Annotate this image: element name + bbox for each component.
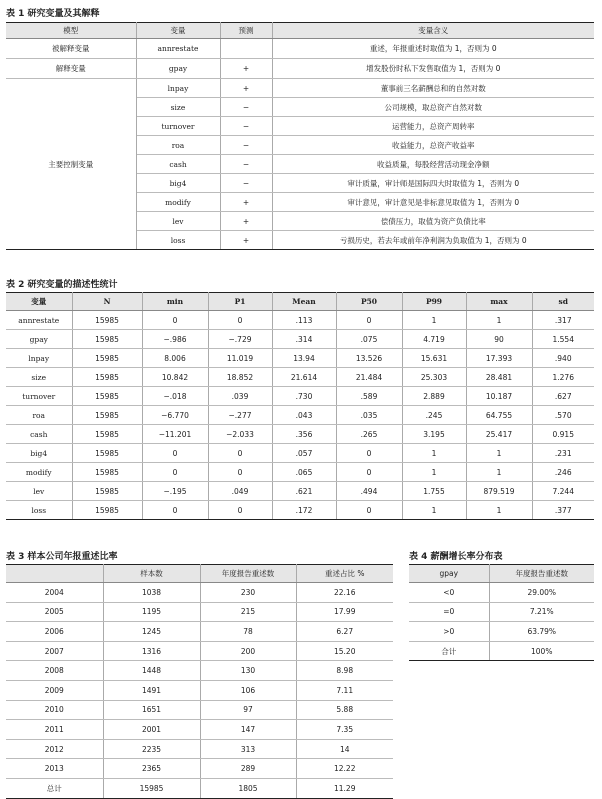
variable-meaning: 重述，年报重述时取值为 1，否则为 0 — [272, 39, 594, 59]
table2-cell: 4.719 — [402, 330, 466, 349]
table-row — [6, 425, 594, 444]
table3-cell: 147 — [200, 720, 296, 740]
table2-cell: 1.276 — [532, 368, 594, 387]
table2-cell: .075 — [336, 330, 402, 349]
variable-meaning: 运营能力，总资产周转率 — [272, 117, 594, 136]
table2-cell: 1.755 — [402, 482, 466, 501]
prediction-sign: − — [220, 98, 272, 117]
table-row — [6, 720, 393, 740]
table3-header: 年度报告重述数 — [200, 565, 296, 583]
table2-cell: 64.755 — [466, 406, 532, 425]
table3-caption: 表 3 样本公司年报重述比率 — [6, 552, 118, 562]
table3-cell: 2235 — [103, 739, 200, 759]
table2-cell: 3.195 — [402, 425, 466, 444]
table2-cell: lnpay — [6, 349, 72, 368]
table3-cell: 130 — [200, 661, 296, 681]
table3-cell: 1038 — [103, 583, 200, 603]
table3-cell: 230 — [200, 583, 296, 603]
table-row — [6, 583, 393, 603]
table2-cell: .627 — [532, 387, 594, 406]
table2-cell: 15985 — [72, 482, 142, 501]
table3-cell: 313 — [200, 739, 296, 759]
table2-cell: −2.033 — [208, 425, 272, 444]
table-row — [6, 680, 393, 700]
table-row — [6, 501, 594, 520]
table1-header-meaning: 变量含义 — [272, 23, 594, 39]
table3-cell: 1245 — [103, 622, 200, 642]
table2-cell: 0 — [336, 444, 402, 463]
table2-cell: −11.201 — [142, 425, 208, 444]
table-row — [6, 661, 393, 681]
table3-cell: 289 — [200, 759, 296, 779]
table3-cell: 2010 — [6, 700, 103, 720]
table2-cell: 0 — [336, 501, 402, 520]
table2-cell: modify — [6, 463, 72, 482]
table2-cell: 15985 — [72, 444, 142, 463]
table2-cell: 1 — [402, 463, 466, 482]
table2-cell: 10.842 — [142, 368, 208, 387]
table2-cell: 7.244 — [532, 482, 594, 501]
table2-cell: −.729 — [208, 330, 272, 349]
table4-cell: =0 — [409, 602, 489, 622]
table2-cell: 8.006 — [142, 349, 208, 368]
table-row — [6, 387, 594, 406]
table2-header: max — [466, 293, 532, 311]
table3-cell: 2365 — [103, 759, 200, 779]
table2-cell: 0 — [336, 311, 402, 330]
table2-cell: 90 — [466, 330, 532, 349]
table2-cell: .730 — [272, 387, 336, 406]
table4-header: gpay — [409, 565, 489, 583]
table3-cell: 1316 — [103, 641, 200, 661]
table2-cell: 10.187 — [466, 387, 532, 406]
table3-cell: 11.29 — [296, 778, 393, 798]
table2-cell: .245 — [402, 406, 466, 425]
table-row — [6, 759, 393, 779]
table2-cell: size — [6, 368, 72, 387]
descriptive-stats-table — [6, 292, 594, 520]
table2-cell: 15985 — [72, 501, 142, 520]
table2-cell: 15985 — [72, 463, 142, 482]
table1-header-variable: 变量 — [136, 23, 220, 39]
table2-cell: 0 — [208, 463, 272, 482]
table2-cell: .940 — [532, 349, 594, 368]
restatement-ratio-table — [6, 564, 393, 799]
variable-meaning: 董事前三名薪酬总和的自然对数 — [272, 79, 594, 98]
table4-caption: 表 4 薪酬增长率分布表 — [409, 552, 503, 562]
table2-cell: 879.519 — [466, 482, 532, 501]
table3-cell: 78 — [200, 622, 296, 642]
table2-cell: 15985 — [72, 368, 142, 387]
table2-cell: roa — [6, 406, 72, 425]
table2-cell: .377 — [532, 501, 594, 520]
table3-cell: 106 — [200, 680, 296, 700]
table2-cell: gpay — [6, 330, 72, 349]
table-row — [6, 700, 393, 720]
table4-cell: 7.21% — [489, 602, 594, 622]
pay-growth-distribution-table — [409, 564, 594, 661]
prediction-sign: + — [220, 231, 272, 250]
table2-cell: turnover — [6, 387, 72, 406]
table3-cell: 7.35 — [296, 720, 393, 740]
table2-cell: 1 — [402, 311, 466, 330]
table2-cell: 25.303 — [402, 368, 466, 387]
table3-cell: 总计 — [6, 778, 103, 798]
table2-cell: .043 — [272, 406, 336, 425]
table2-cell: 1 — [466, 463, 532, 482]
table2-cell: 0 — [208, 444, 272, 463]
group-label-explanatory: 解释变量 — [6, 59, 136, 79]
table2-cell: .356 — [272, 425, 336, 444]
table-row — [409, 602, 594, 622]
prediction-sign — [220, 39, 272, 59]
variable-meaning: 偿债压力，取值为资产负债比率 — [272, 212, 594, 231]
table2-header: P99 — [402, 293, 466, 311]
table3-cell: 8.98 — [296, 661, 393, 681]
variable-name: cash — [136, 155, 220, 174]
table1-caption: 表 1 研究变量及其解释 — [6, 9, 100, 19]
table2-cell: 13.526 — [336, 349, 402, 368]
table4-cell: >0 — [409, 622, 489, 642]
table2-cell: 11.019 — [208, 349, 272, 368]
table3-cell: 2004 — [6, 583, 103, 603]
table2-cell: 0.915 — [532, 425, 594, 444]
variable-name: gpay — [136, 59, 220, 79]
table4-cell: <0 — [409, 583, 489, 603]
table-row — [6, 622, 393, 642]
prediction-sign: − — [220, 117, 272, 136]
variable-meaning: 审计意见，审计意见是非标意见取值为 1，否则为 0 — [272, 193, 594, 212]
table2-cell: −.195 — [142, 482, 208, 501]
table3-cell: 15985 — [103, 778, 200, 798]
table2-header: P1 — [208, 293, 272, 311]
variables-table — [6, 22, 594, 250]
group-label-dependent: 被解释变量 — [6, 39, 136, 59]
variable-meaning: 亏损历史，若去年或前年净利润为负取值为 1，否则为 0 — [272, 231, 594, 250]
table3-cell: 215 — [200, 602, 296, 622]
table3-cell: 2006 — [6, 622, 103, 642]
table2-cell: .049 — [208, 482, 272, 501]
table2-cell: 1 — [466, 444, 532, 463]
table-row — [6, 778, 393, 798]
table2-cell: 0 — [336, 463, 402, 482]
table2-cell: −.018 — [142, 387, 208, 406]
table2-cell: .035 — [336, 406, 402, 425]
table-row — [6, 59, 594, 79]
table2-cell: −.277 — [208, 406, 272, 425]
table2-cell: .494 — [336, 482, 402, 501]
table2-cell: .246 — [532, 463, 594, 482]
table2-cell: big4 — [6, 444, 72, 463]
table3-cell: 2001 — [103, 720, 200, 740]
table-row — [6, 406, 594, 425]
table2-header: sd — [532, 293, 594, 311]
table2-cell: 0 — [142, 463, 208, 482]
table3-cell: 6.27 — [296, 622, 393, 642]
table3-cell: 14 — [296, 739, 393, 759]
table2-cell: 0 — [208, 501, 272, 520]
table-row — [6, 311, 594, 330]
prediction-sign: + — [220, 79, 272, 98]
table2-cell: 15.631 — [402, 349, 466, 368]
table2-cell: .039 — [208, 387, 272, 406]
table2-caption: 表 2 研究变量的描述性统计 — [6, 280, 118, 290]
table-row — [409, 641, 594, 661]
variable-name: lnpay — [136, 79, 220, 98]
table2-cell: .621 — [272, 482, 336, 501]
prediction-sign: − — [220, 174, 272, 193]
variable-meaning: 收益能力，总资产收益率 — [272, 136, 594, 155]
variable-meaning: 审计质量，审计师是国际四大时取值为 1，否则为 0 — [272, 174, 594, 193]
table2-cell: lev — [6, 482, 72, 501]
table4-cell: 29.00% — [489, 583, 594, 603]
table3-cell: 22.16 — [296, 583, 393, 603]
variable-meaning: 增发股份时私下发售取值为 1，否则为 0 — [272, 59, 594, 79]
table3-cell: 2007 — [6, 641, 103, 661]
table3-header: 重述占比 % — [296, 565, 393, 583]
table2-cell: 15985 — [72, 387, 142, 406]
table2-cell: 21.484 — [336, 368, 402, 387]
table2-cell: .065 — [272, 463, 336, 482]
variable-name: modify — [136, 193, 220, 212]
table2-cell: 17.393 — [466, 349, 532, 368]
table2-cell: 0 — [142, 501, 208, 520]
table2-cell: 15985 — [72, 425, 142, 444]
table4-header: 年度报告重述数 — [489, 565, 594, 583]
table-row — [6, 739, 393, 759]
table2-header: N — [72, 293, 142, 311]
table3-cell: 1195 — [103, 602, 200, 622]
table-row — [6, 79, 594, 98]
table2-cell: 21.614 — [272, 368, 336, 387]
table2-cell: loss — [6, 501, 72, 520]
variable-meaning: 公司规模，取总资产自然对数 — [272, 98, 594, 117]
table2-header: P50 — [336, 293, 402, 311]
table-row — [6, 444, 594, 463]
table3-cell: 5.88 — [296, 700, 393, 720]
table2-cell: 13.94 — [272, 349, 336, 368]
table2-cell: annrestate — [6, 311, 72, 330]
table-row — [6, 482, 594, 501]
table4-cell: 63.79% — [489, 622, 594, 642]
table3-cell: 1448 — [103, 661, 200, 681]
table3-cell: 200 — [200, 641, 296, 661]
variable-name: big4 — [136, 174, 220, 193]
table3-cell: 97 — [200, 700, 296, 720]
table4-cell: 合计 — [409, 641, 489, 661]
table2-cell: 1 — [402, 501, 466, 520]
table3-cell: 1491 — [103, 680, 200, 700]
table-row — [6, 330, 594, 349]
table2-cell: .265 — [336, 425, 402, 444]
table3-cell: 15.20 — [296, 641, 393, 661]
prediction-sign: − — [220, 136, 272, 155]
table2-cell: 2.889 — [402, 387, 466, 406]
table-row — [409, 583, 594, 603]
table-row — [6, 349, 594, 368]
table2-cell: 0 — [208, 311, 272, 330]
table-row — [6, 463, 594, 482]
table2-cell: .589 — [336, 387, 402, 406]
table3-cell: 2005 — [6, 602, 103, 622]
table2-header: 变量 — [6, 293, 72, 311]
table3-cell: 2009 — [6, 680, 103, 700]
table3-header — [6, 565, 103, 583]
table2-cell: .057 — [272, 444, 336, 463]
table2-cell: .570 — [532, 406, 594, 425]
table-row — [409, 622, 594, 642]
table3-cell: 2013 — [6, 759, 103, 779]
group-label-controls: 主要控制变量 — [6, 79, 136, 250]
table3-cell: 7.11 — [296, 680, 393, 700]
table3-cell: 2008 — [6, 661, 103, 681]
table2-cell: 18.852 — [208, 368, 272, 387]
table2-cell: .172 — [272, 501, 336, 520]
prediction-sign: + — [220, 59, 272, 79]
table2-cell: 1.554 — [532, 330, 594, 349]
table-row — [6, 602, 393, 622]
table2-cell: cash — [6, 425, 72, 444]
table3-cell: 12.22 — [296, 759, 393, 779]
table-row — [6, 368, 594, 387]
table-row — [6, 39, 594, 59]
variable-meaning: 收益质量，每股经营活动现金净额 — [272, 155, 594, 174]
table2-cell: 1 — [466, 501, 532, 520]
table2-cell: 15985 — [72, 311, 142, 330]
table2-cell: 1 — [402, 444, 466, 463]
table2-cell: 15985 — [72, 330, 142, 349]
table2-cell: 15985 — [72, 349, 142, 368]
table3-cell: 2011 — [6, 720, 103, 740]
table3-cell: 17.99 — [296, 602, 393, 622]
table2-cell: 15985 — [72, 406, 142, 425]
table2-cell: −6.770 — [142, 406, 208, 425]
table2-cell: .113 — [272, 311, 336, 330]
table2-header: min — [142, 293, 208, 311]
table2-header: Mean — [272, 293, 336, 311]
variable-name: annrestate — [136, 39, 220, 59]
variable-name: loss — [136, 231, 220, 250]
variable-name: turnover — [136, 117, 220, 136]
prediction-sign: − — [220, 155, 272, 174]
table2-cell: 0 — [142, 444, 208, 463]
table3-cell: 1805 — [200, 778, 296, 798]
table1-header-model: 模型 — [6, 23, 136, 39]
variable-name: lev — [136, 212, 220, 231]
variable-name: roa — [136, 136, 220, 155]
table2-cell: .314 — [272, 330, 336, 349]
table2-cell: 28.481 — [466, 368, 532, 387]
prediction-sign: + — [220, 193, 272, 212]
table2-cell: 1 — [466, 311, 532, 330]
prediction-sign: + — [220, 212, 272, 231]
table2-cell: .231 — [532, 444, 594, 463]
table3-cell: 1651 — [103, 700, 200, 720]
table2-cell: 25.417 — [466, 425, 532, 444]
table2-cell: −.986 — [142, 330, 208, 349]
table3-header: 样本数 — [103, 565, 200, 583]
table2-cell: .317 — [532, 311, 594, 330]
table3-cell: 2012 — [6, 739, 103, 759]
variable-name: size — [136, 98, 220, 117]
table-row — [6, 641, 393, 661]
table4-cell: 100% — [489, 641, 594, 661]
table2-cell: 0 — [142, 311, 208, 330]
table1-header-prediction: 预测 — [220, 23, 272, 39]
